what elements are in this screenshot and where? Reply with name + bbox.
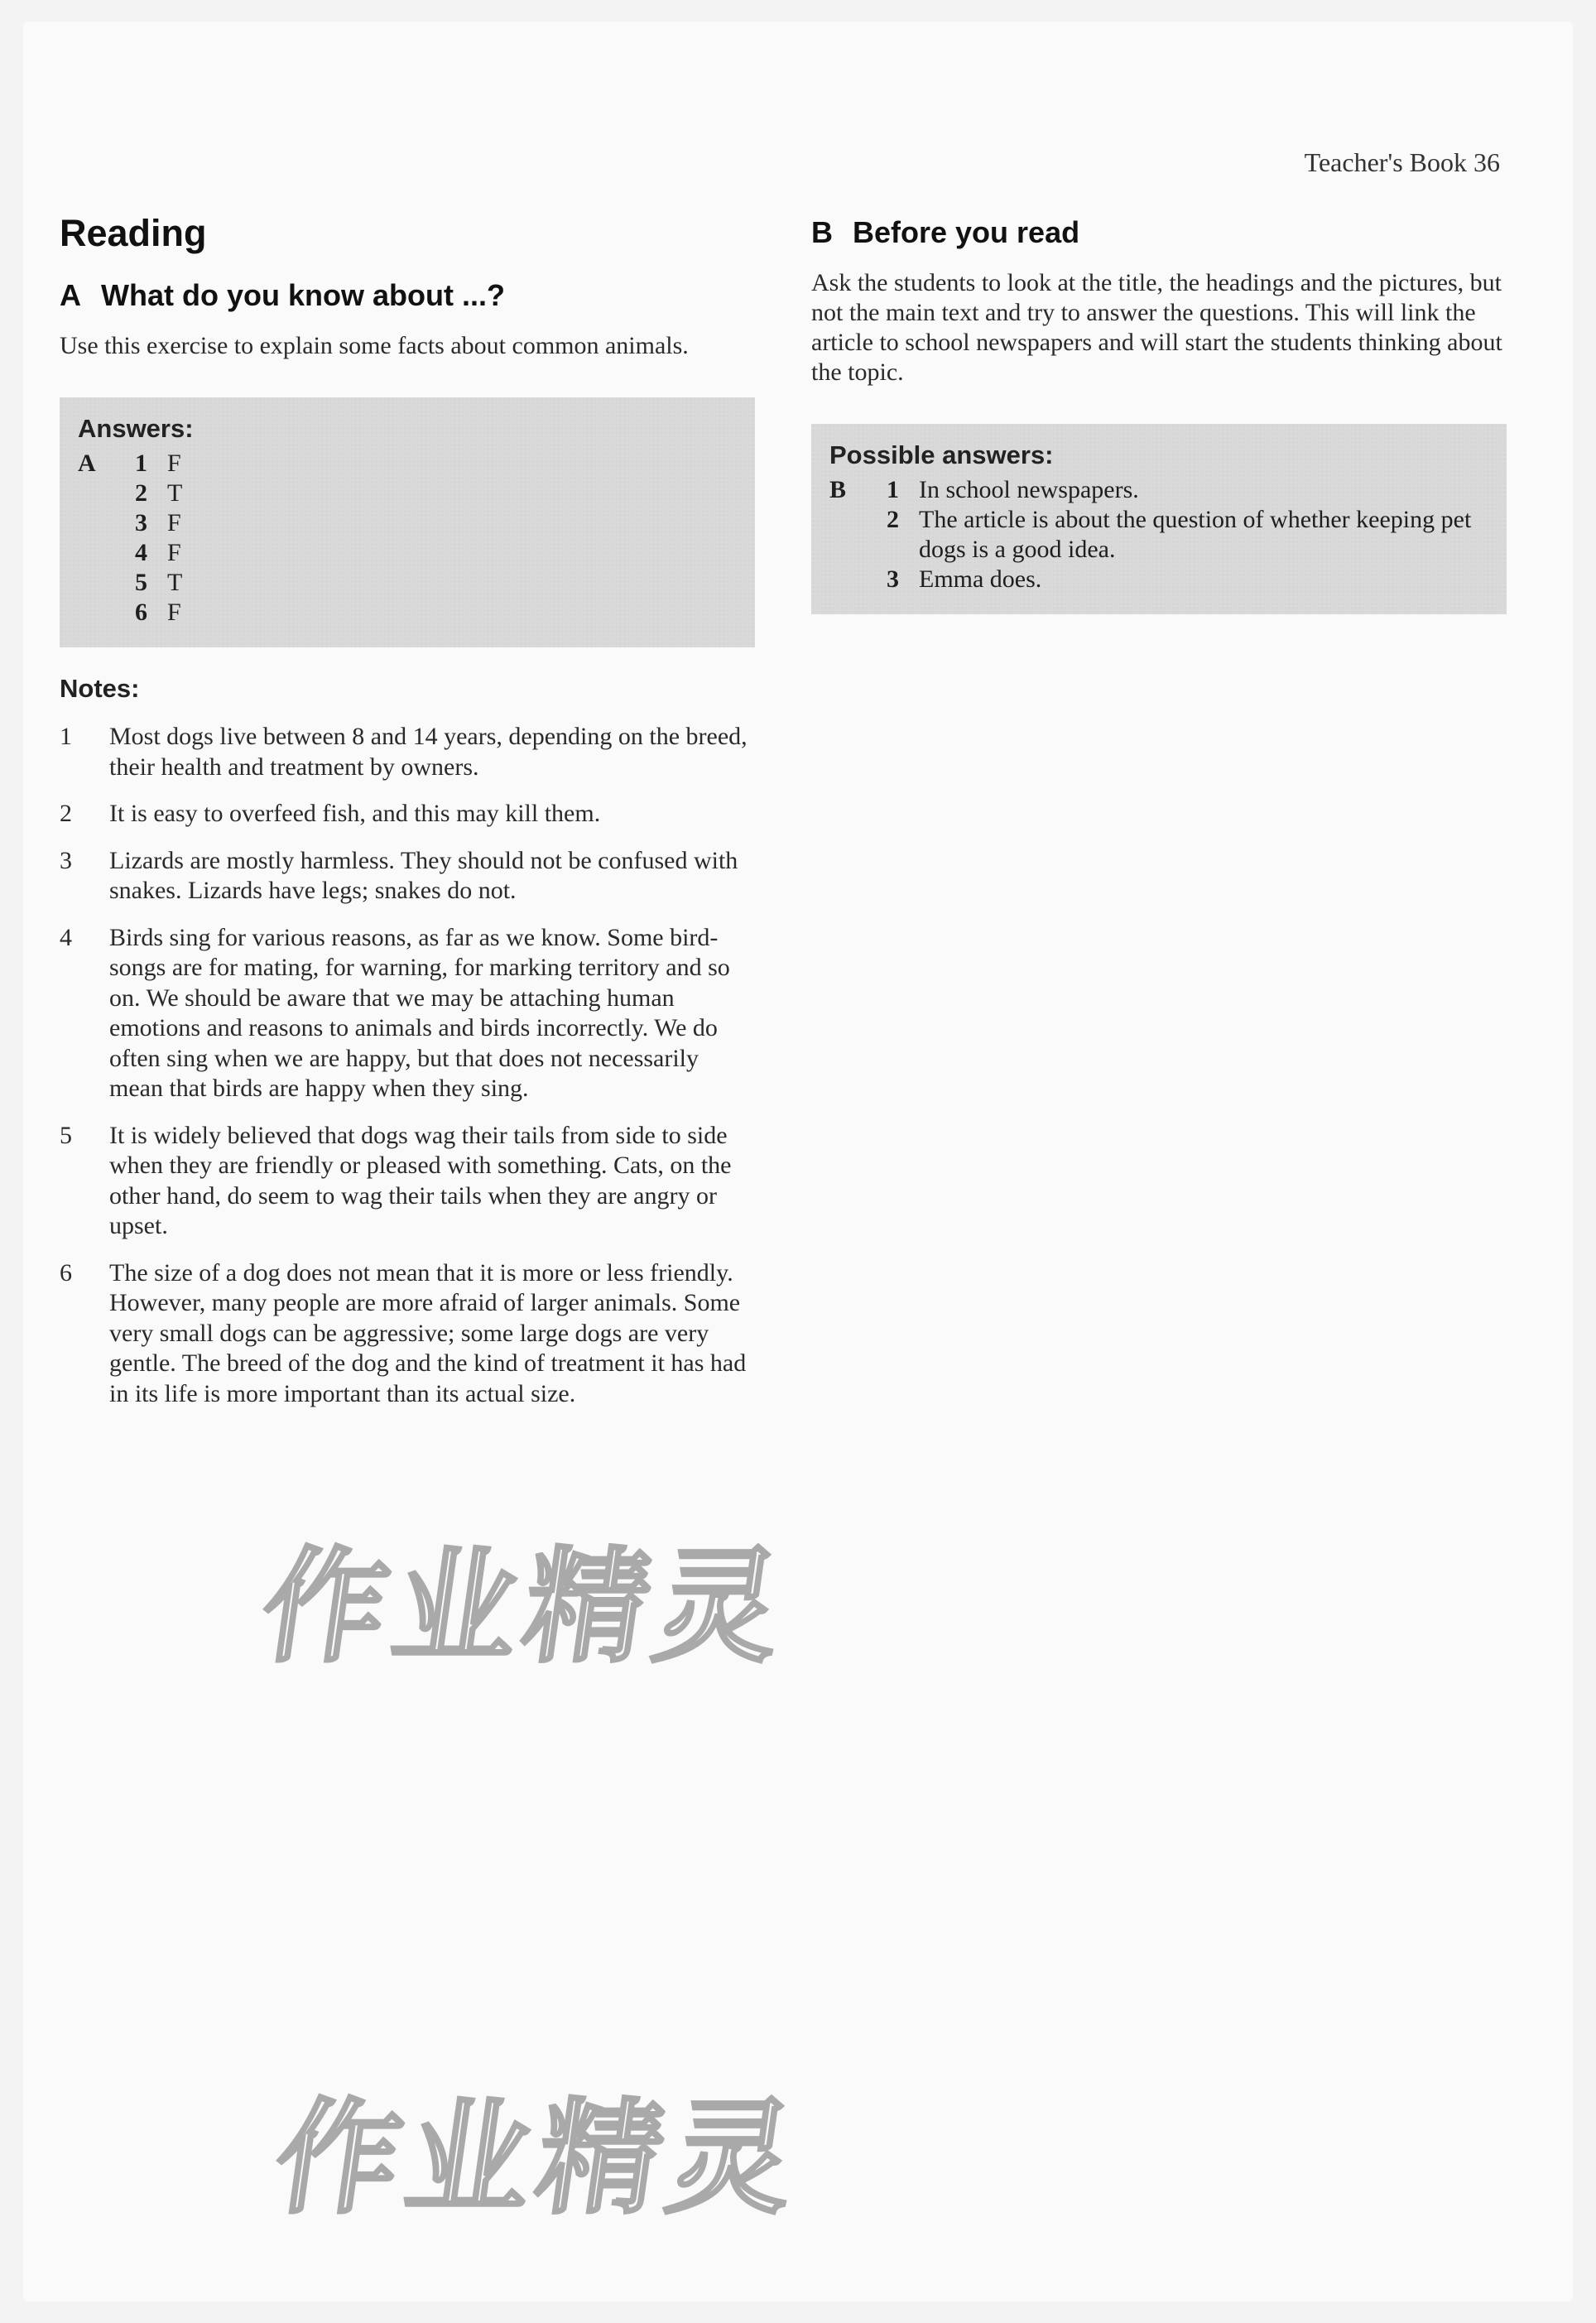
answer-value: F (167, 450, 181, 477)
possible-answers-title: Possible answers: (829, 440, 1054, 469)
answers-box (60, 397, 755, 647)
answer-value: F (167, 539, 181, 566)
answer-number: 2 (887, 506, 899, 533)
answer-row (78, 598, 737, 628)
left-column (60, 204, 755, 1426)
note-text: It is easy to overfeed fish, and this may kill them. (109, 800, 601, 827)
answer-row (829, 505, 1488, 565)
section-b-intro: Ask the students to look at the title, the headings and the pictures, but not the main text and try to answer the questions. This will link the article to school newspapers and will start the students thinking about the topic. (811, 269, 1502, 386)
note-item (60, 1121, 755, 1242)
page-label: Teacher's Book 36 (1304, 147, 1500, 177)
answer-row (78, 568, 737, 598)
section-a-letter: A (60, 278, 81, 312)
answer-letter: B (829, 476, 847, 503)
answer-number: 2 (135, 479, 147, 507)
answer-number: 3 (135, 509, 147, 536)
note-number: 3 (60, 846, 72, 874)
answer-row (829, 475, 1488, 505)
note-item (60, 722, 755, 782)
section-a-intro: Use this exercise to explain some facts about common animals. (60, 332, 689, 359)
answer-number: 3 (887, 565, 899, 593)
section-a-heading (60, 278, 755, 313)
watermark: 作业精灵 (252, 1536, 797, 1680)
notes-title: Notes: (60, 674, 140, 703)
note-number: 2 (60, 800, 72, 827)
answer-number: 6 (135, 599, 147, 626)
note-number: 4 (60, 923, 72, 951)
answer-text: The article is about the question of whether keeping pet dogs is a good idea. (919, 506, 1472, 563)
answer-row (829, 565, 1488, 594)
answer-row (78, 538, 737, 568)
note-text: Birds sing for various reasons, as far as we know. Some bird-songs are for mating, for warning, for marking territory and so on. We should be aware that we may be attaching human emotions and reasons to animals and birds incorrectly. We do often sing when we are happy, but that does not necessarily mean that birds are happy when they sing. (109, 923, 730, 1102)
answer-number: 5 (135, 569, 147, 596)
section-b-title: Before you read (853, 215, 1080, 249)
note-text: It is widely believed that dogs wag their tails from side to side when they are friendly or pleased with something. Cats, on the other hand, do seem to wag their tails when they are angry or upset. (109, 1121, 732, 1239)
answer-text: In school newspapers. (919, 476, 1139, 503)
note-text: Most dogs live between 8 and 14 years, depending on the breed, their health and treatment by owners. (109, 723, 748, 781)
answer-row (78, 449, 737, 479)
possible-answers-box (811, 424, 1507, 614)
right-column (811, 204, 1507, 641)
answer-value: F (167, 599, 181, 626)
answer-row (78, 508, 737, 538)
section-a-title: What do you know about ...? (101, 278, 505, 312)
note-number: 6 (60, 1258, 72, 1287)
note-item (60, 923, 755, 1104)
answer-row (78, 479, 737, 508)
section-title: Reading (60, 212, 207, 254)
answer-text: Emma does. (919, 565, 1042, 593)
note-text: The size of a dog does not mean that it is more or less friendly. However, many people are more afraid of larger animals. Some very small dogs can be aggressive; some large dogs are very gentle. The breed of the dog and the kind of treatment it has had in its life is more important than its actual size. (109, 1258, 747, 1407)
answer-number: 1 (135, 450, 147, 477)
note-item (60, 799, 755, 830)
answers-title: Answers: (78, 414, 194, 443)
section-b-letter: B (811, 215, 833, 249)
section-b-heading (811, 215, 1507, 250)
note-item (60, 1258, 755, 1410)
note-text: Lizards are mostly harmless. They should not be confused with snakes. Lizards have legs; snakes do not. (109, 846, 738, 904)
watermark: 作业精灵 (266, 2087, 810, 2231)
answer-value: T (167, 479, 183, 507)
answer-value: F (167, 509, 181, 536)
answer-number: 1 (887, 476, 899, 503)
answer-letter: A (78, 450, 96, 477)
answer-number: 4 (135, 539, 147, 566)
note-number: 1 (60, 723, 72, 750)
answer-value: T (167, 569, 183, 596)
note-number: 5 (60, 1121, 72, 1149)
note-item (60, 846, 755, 907)
